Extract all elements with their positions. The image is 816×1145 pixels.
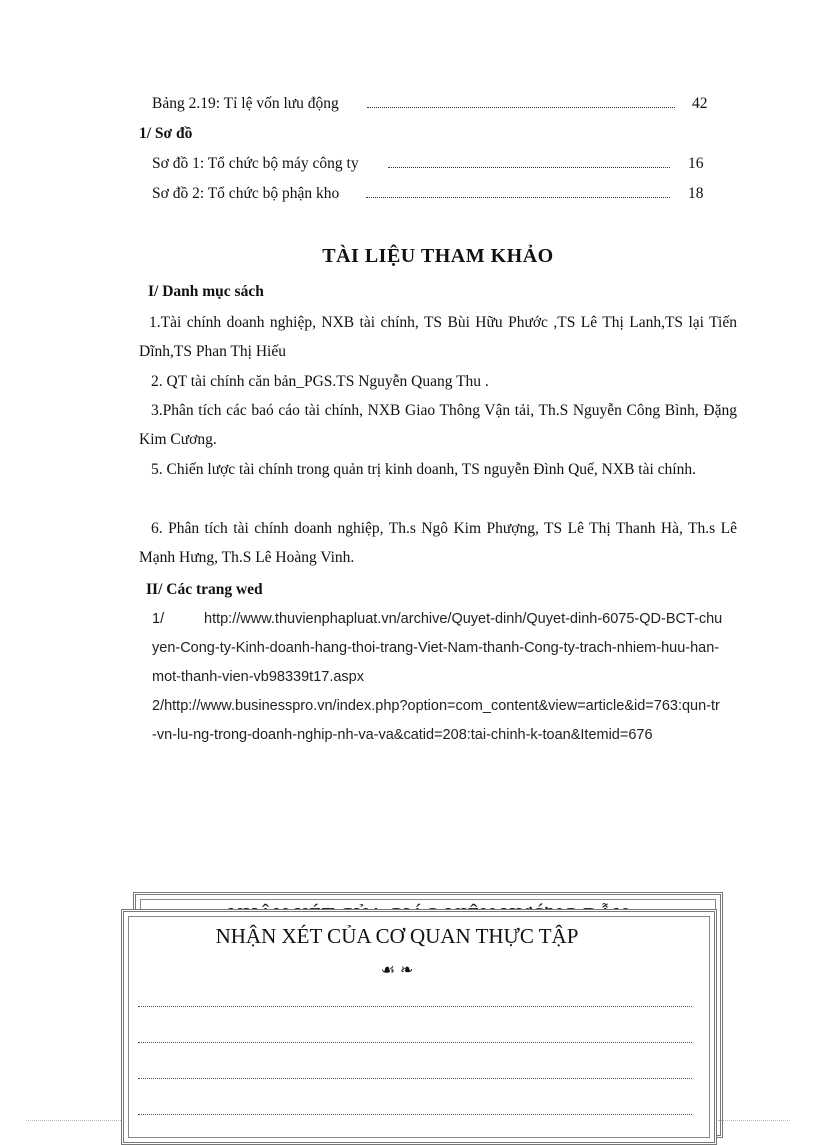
comment-line xyxy=(138,1078,692,1079)
internship-comment-box-inner xyxy=(128,916,710,1138)
books-heading: I/ Danh mục sách xyxy=(148,283,264,300)
comment-line xyxy=(138,1114,692,1115)
toc-leader-dots xyxy=(367,107,675,108)
toc-entry xyxy=(152,152,722,176)
internship-comment-title: NHẬN XÉT CỦA CƠ QUAN THỰC TẬP xyxy=(215,924,579,948)
toc-entry-page: 16 xyxy=(688,155,704,172)
toc-leader-dots xyxy=(388,167,670,168)
toc-entry xyxy=(152,182,722,206)
reference-web-1 xyxy=(152,605,724,692)
page-bottom-rule xyxy=(718,1120,790,1121)
toc-entry-label: Sơ đồ 2: Tổ chức bộ phận kho xyxy=(152,182,341,206)
toc-leader-dots xyxy=(366,197,670,198)
reference-web-number: 2/ xyxy=(152,698,165,714)
toc-entry-page: 42 xyxy=(692,95,708,112)
reference-book: 3.Phân tích các baó cáo tài chính, NXB Giao Thông Vận tải, Th.S Nguyễn Công Bình, Đặng Kim Cương. xyxy=(139,402,737,448)
internship-comment-box xyxy=(121,909,717,1145)
reference-web-2 xyxy=(152,692,724,750)
reference-book: 6. Phân tích tài chính doanh nghiệp, Th.s Ngô Kim Phượng, TS Lê Thị Thanh Hà, Th.s Lê Mạnh Hưng, Th.S Lê Hoàng Vinh. xyxy=(139,520,737,566)
reference-book: 2. QT tài chính căn bản_PGS.TS Nguyễn Quang Thu . xyxy=(151,373,489,390)
web-heading: II/ Các trang wed xyxy=(146,581,263,598)
toc-entry-page: 18 xyxy=(688,185,704,202)
comment-line xyxy=(138,1042,692,1043)
reference-web-number: 1/ xyxy=(152,611,165,627)
toc-entry-label: Bảng 2.19: Tỉ lệ vốn lưu động xyxy=(152,92,341,116)
page-bottom-rule xyxy=(26,1120,121,1121)
diagrams-heading: 1/ Sơ đồ xyxy=(139,125,193,142)
reference-book: 5. Chiến lược tài chính trong quản trị kinh doanh, TS nguyễn Đình Quế, NXB tài chính. xyxy=(151,461,696,478)
reference-web-url[interactable]: http://www.businesspro.vn/index.php?option=com_content&view=article&id=763:qun-tr-vn-lu-ng-trong-doanh-nghip-nh-va-va&catid=208:tai-chinh-k-toan&Itemid=676 xyxy=(152,698,720,743)
toc-entry xyxy=(152,92,722,116)
reference-book: 1.Tài chính doanh nghiệp, NXB tài chính, TS Bùi Hữu Phước ,TS Lê Thị Lanh,TS lại Tiến Dĩnh,TS Phan Thị Hiếu xyxy=(139,314,737,360)
references-title: TÀI LIỆU THAM KHẢO xyxy=(322,245,554,267)
comment-line xyxy=(138,1006,692,1007)
toc-entry-label: Sơ đồ 1: Tổ chức bộ máy công ty xyxy=(152,152,361,176)
reference-web-url[interactable]: http://www.thuvienphapluat.vn/archive/Quyet-dinh/Quyet-dinh-6075-QD-BCT-chuyen-Cong-ty-Kinh-doanh-hang-thoi-trang-Viet-Nam-thanh-Cong-ty-trach-nhiem-huu-han-mot-thanh-vien-vb98339t17.aspx xyxy=(152,611,723,685)
ornament-icon: ☙ ❧ xyxy=(380,960,414,979)
